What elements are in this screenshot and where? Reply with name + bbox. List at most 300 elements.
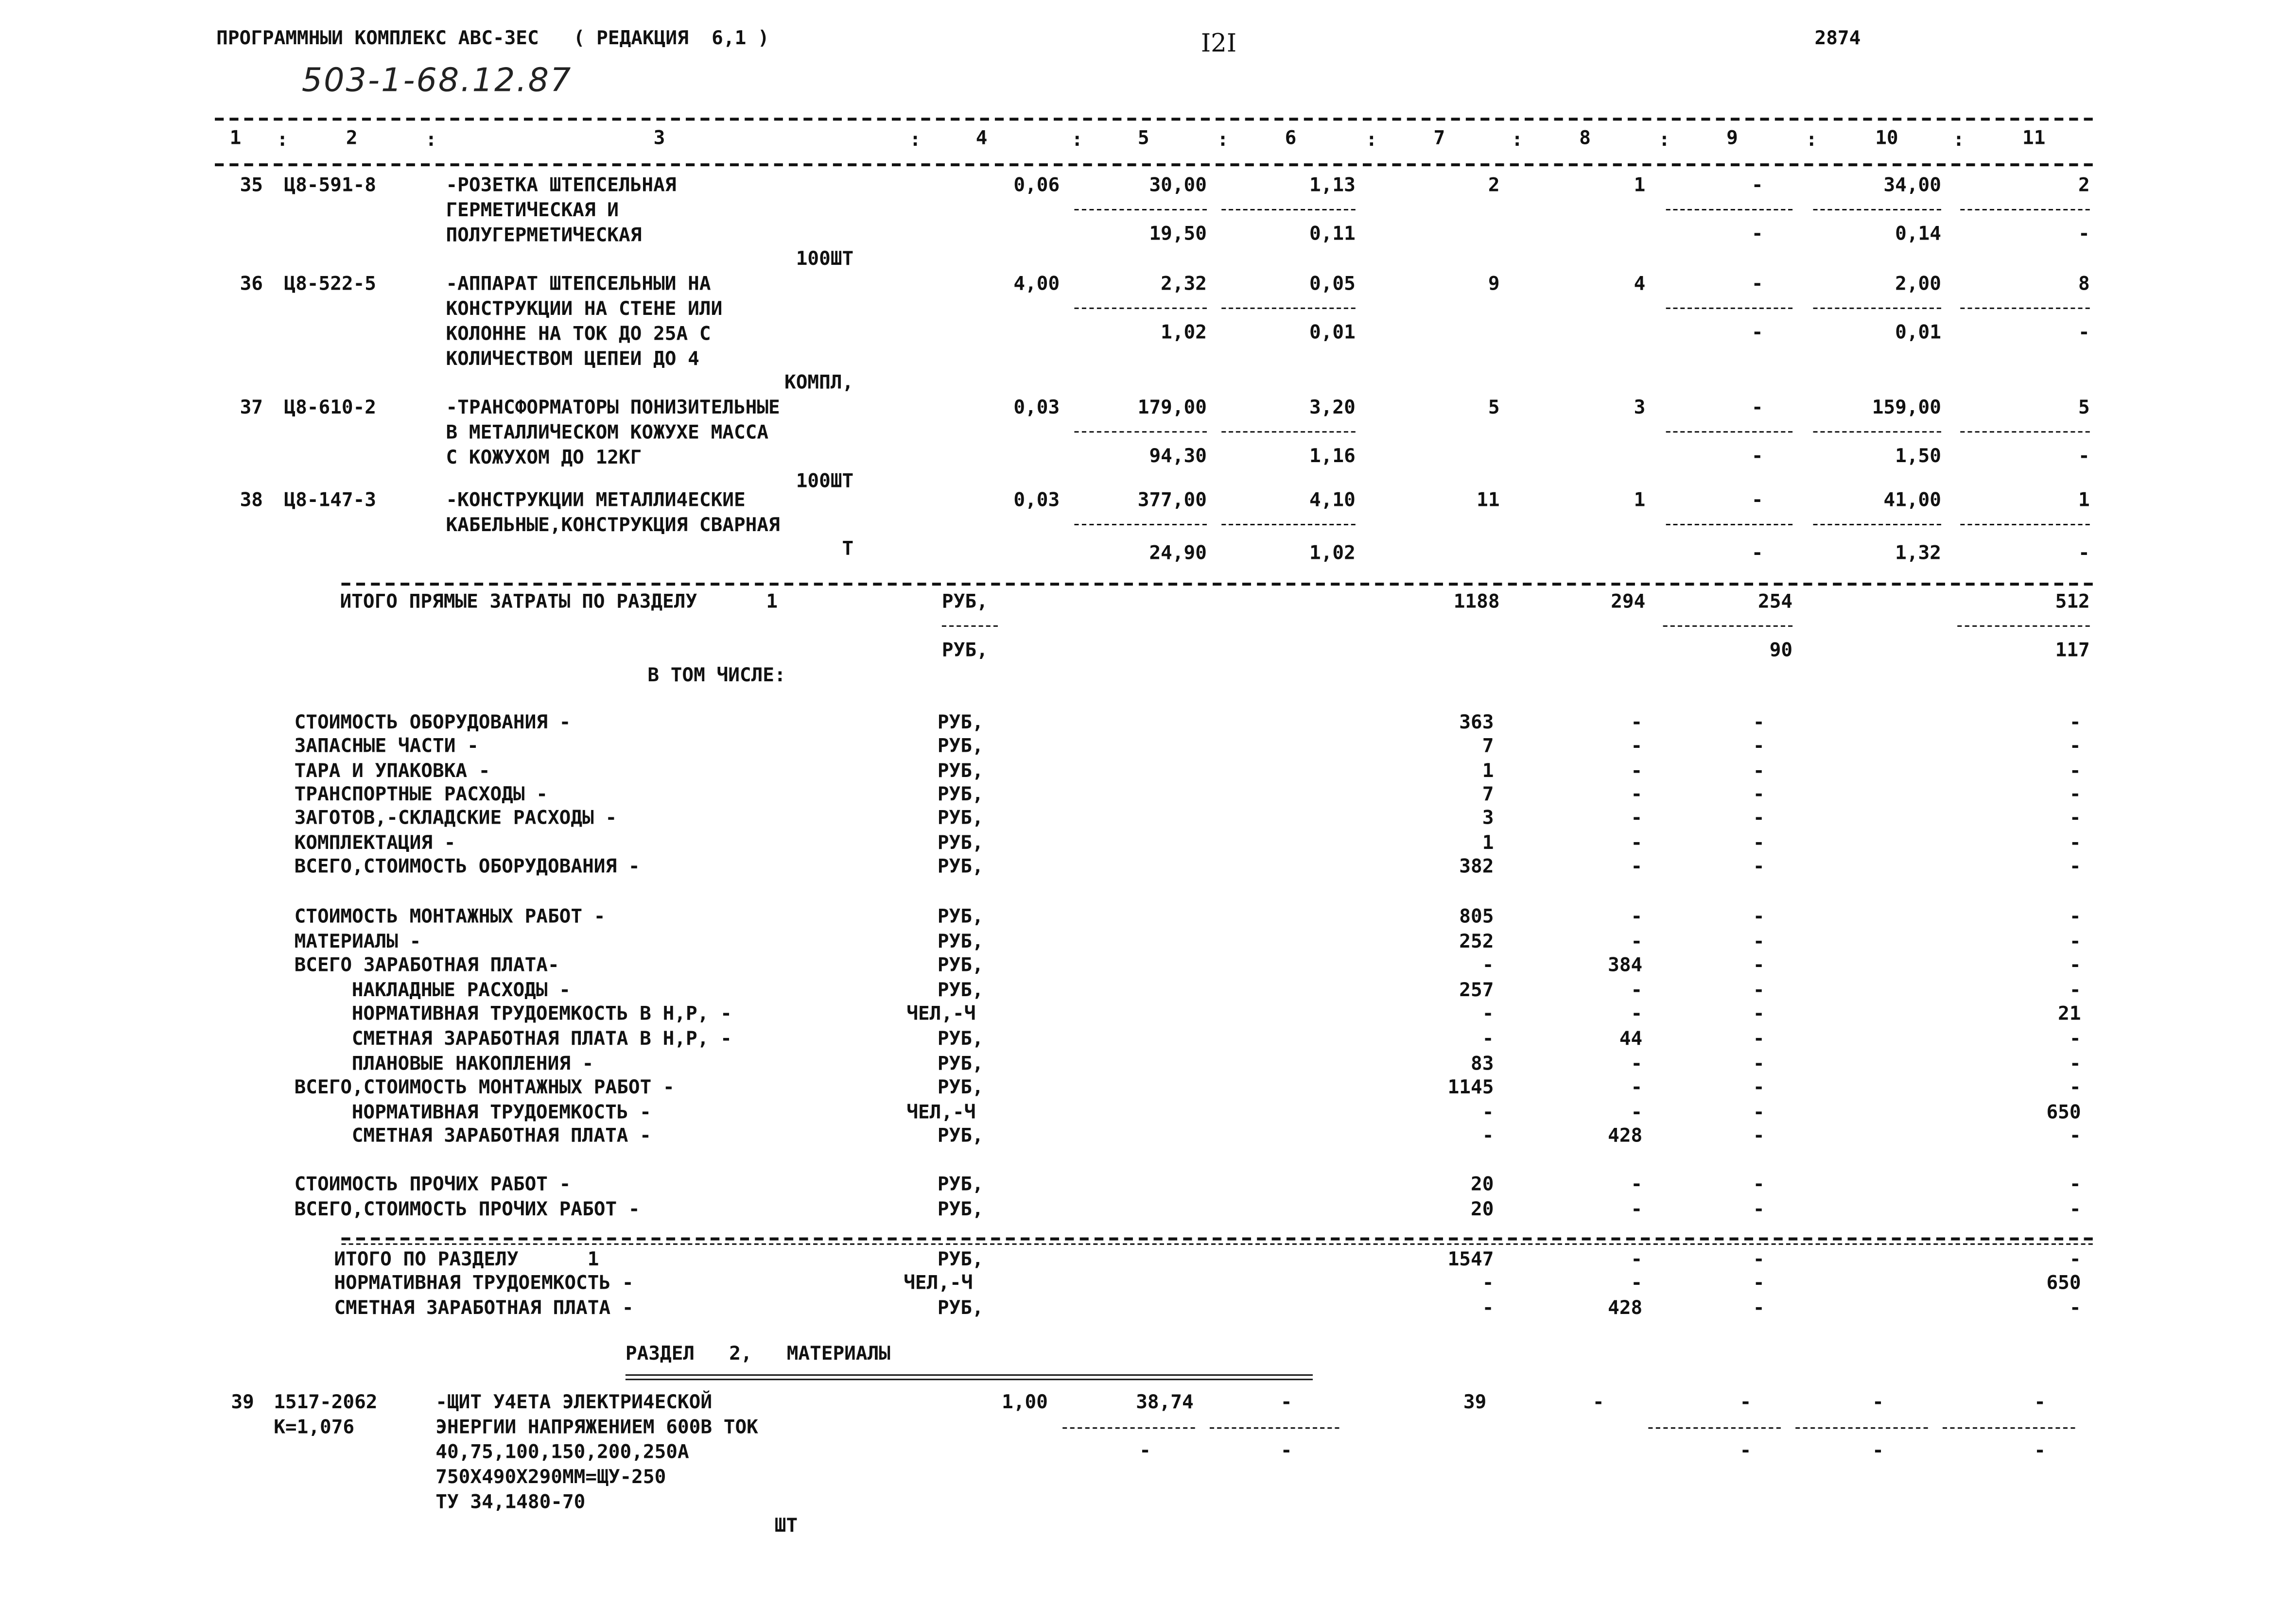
section-total-rule <box>341 1238 2092 1241</box>
item-description-line: С КОЖУХОМ ДО 12КГ <box>446 447 642 469</box>
breakdown-c8: - <box>1631 856 1643 879</box>
section-total-c7: - <box>1482 1273 1494 1296</box>
top-rule <box>215 118 2093 121</box>
breakdown-c11: 21 <box>2058 1004 2081 1026</box>
cell-c5: 30,00 <box>1149 175 1207 197</box>
cell-c9b: - <box>1751 224 1763 246</box>
subtotal-rule <box>1813 308 1941 309</box>
breakdown-c11: - <box>2069 712 2081 734</box>
breakdown-label: ВСЕГО,СТОИМОСТЬ ОБОРУДОВАНИЯ - <box>294 856 640 879</box>
breakdown-c9: - <box>1753 1126 1765 1149</box>
item-unit: ШТ <box>774 1515 798 1538</box>
breakdown-c8: - <box>1631 906 1643 929</box>
section-total-c9: - <box>1753 1249 1765 1272</box>
breakdown-c9: - <box>1753 1028 1765 1051</box>
totals-subrule <box>1957 625 2090 627</box>
breakdown-c9: - <box>1753 1174 1765 1196</box>
breakdown-label: НОРМАТИВНАЯ ТРУДОЕМКОСТЬ В Н,Р, - <box>351 1004 732 1026</box>
breakdown-c9: - <box>1753 832 1765 854</box>
breakdown-c8: - <box>1631 808 1643 830</box>
cell-c6: - <box>1280 1392 1292 1414</box>
section-total-c7: - <box>1482 1297 1494 1319</box>
subtotal-rule <box>1221 431 1356 432</box>
column-header-5: 5 <box>1137 128 1149 150</box>
item-code: Ц8-522-5 <box>284 274 377 296</box>
totals-subrule <box>942 625 998 627</box>
subtotal-rule <box>1943 1427 2075 1429</box>
breakdown-c9: - <box>1753 1077 1765 1100</box>
cell-c8: 4 <box>1634 274 1646 296</box>
breakdown-c8: 44 <box>1619 1028 1643 1051</box>
section-total-c11: 650 <box>2046 1273 2081 1296</box>
subtotal-rule <box>1813 431 1941 432</box>
cell-c4: 4,00 <box>1013 274 1060 296</box>
cell-c11: 8 <box>2078 274 2090 296</box>
breakdown-c11: - <box>2069 1126 2081 1149</box>
item-unit: 100ШТ <box>796 248 854 271</box>
subtotal-rule <box>1795 1427 1928 1429</box>
cell-c11: 5 <box>2078 397 2090 419</box>
breakdown-c9: - <box>1753 1198 1765 1221</box>
cell-c11b: - <box>2034 1440 2046 1463</box>
totals-direct-c11b: 117 <box>2055 640 2090 662</box>
breakdown-c7: - <box>1482 1028 1494 1051</box>
breakdown-label: ВСЕГО,СТОИМОСТЬ ПРОЧИХ РАБОТ - <box>294 1198 640 1221</box>
breakdown-label: ЗАПАСНЫЕ ЧАСТИ - <box>294 736 479 759</box>
breakdown-unit: РУБ, <box>937 736 984 759</box>
cell-c6b: 0,11 <box>1309 224 1356 246</box>
breakdown-c11: - <box>2069 736 2081 759</box>
section-total-label: ИТОГО ПО РАЗДЕЛУ 1 <box>334 1249 599 1272</box>
breakdown-c11: - <box>2069 1053 2081 1075</box>
item-number: 39 <box>231 1392 254 1414</box>
cell-c8: - <box>1592 1392 1604 1414</box>
cell-c5: 2,32 <box>1161 274 1207 296</box>
breakdown-c11: - <box>2069 980 2081 1002</box>
cell-c11: 2 <box>2078 175 2090 197</box>
column-separator: : <box>425 129 437 152</box>
subtotal-rule <box>1648 1427 1781 1429</box>
column-header-11: 11 <box>2022 128 2046 150</box>
totals-direct-c9b: 90 <box>1769 640 1793 662</box>
totals-direct-c8: 294 <box>1611 591 1646 614</box>
cell-c6: 3,20 <box>1309 397 1356 419</box>
breakdown-c9: - <box>1753 1102 1765 1124</box>
breakdown-c8: - <box>1631 832 1643 854</box>
cell-c4: 1,00 <box>1002 1392 1048 1414</box>
cell-c9: - <box>1739 1392 1752 1414</box>
item-description-line: КОЛОННЕ НА ТОК ДО 25А С <box>446 324 711 346</box>
breakdown-c7: - <box>1482 1126 1494 1149</box>
cell-c5b: 1,02 <box>1161 322 1207 345</box>
breakdown-label: СТОИМОСТЬ ОБОРУДОВАНИЯ - <box>294 712 571 734</box>
section-total-unit: РУБ, <box>937 1249 984 1272</box>
section-total-c7: 1547 <box>1447 1249 1494 1272</box>
item-description-line: ПОЛУГЕРМЕТИЧЕСКАЯ <box>446 225 642 247</box>
totals-rule <box>341 583 2092 586</box>
subtotal-rule <box>1666 209 1792 210</box>
section-total-c11: - <box>2069 1297 2081 1319</box>
item-description-line: 750Х490Х290ММ=ЩУ-250 <box>435 1467 666 1489</box>
column-separator: : <box>1658 129 1670 152</box>
item-coefficient: К=1,076 <box>274 1417 355 1439</box>
item-description-line: В МЕТАЛЛИЧЕСКОМ КОЖУХЕ МАССА <box>446 422 769 445</box>
column-separator: : <box>1511 129 1523 152</box>
cell-c9: - <box>1751 274 1763 296</box>
cell-c7: 2 <box>1488 175 1500 197</box>
column-header-2: 2 <box>346 128 358 150</box>
breakdown-unit: РУБ, <box>937 808 984 830</box>
column-header-1: 1 <box>229 128 242 150</box>
column-separator: : <box>277 129 288 152</box>
cell-c9b: - <box>1751 446 1763 468</box>
breakdown-c8: 384 <box>1608 955 1643 978</box>
item-description-line: -АППАРАТ ШТЕПСЕЛЬНЫИ НА <box>446 274 711 296</box>
cell-c8: 1 <box>1634 490 1646 512</box>
cell-c11b: - <box>2078 446 2090 468</box>
breakdown-c7: 1145 <box>1447 1077 1494 1100</box>
breakdown-c8: - <box>1631 1174 1643 1196</box>
cell-c5b: 94,30 <box>1149 446 1207 468</box>
section-total-c9: - <box>1753 1273 1765 1296</box>
cell-c11: 1 <box>2078 490 2090 512</box>
breakdown-c11: - <box>2069 760 2081 782</box>
subtotal-rule <box>1074 209 1207 210</box>
breakdown-unit: РУБ, <box>937 1077 984 1100</box>
breakdown-c9: - <box>1753 760 1765 782</box>
section-total-c8: 428 <box>1608 1297 1643 1319</box>
breakdown-c7: 20 <box>1471 1174 1494 1196</box>
item-description-line: ГЕРМЕТИЧЕСКАЯ И <box>446 200 619 223</box>
subtotal-rule <box>1813 209 1941 210</box>
breakdown-c7: 252 <box>1459 931 1494 953</box>
column-header-3: 3 <box>653 128 665 150</box>
item-code: 1517-2062 <box>274 1392 378 1414</box>
column-header-4: 4 <box>975 128 988 150</box>
breakdown-c9: - <box>1753 856 1765 879</box>
cell-c5: 377,00 <box>1137 490 1207 512</box>
section-total-c8: - <box>1631 1249 1643 1272</box>
cell-c9b: - <box>1751 322 1763 345</box>
breakdown-unit: РУБ, <box>937 856 984 879</box>
cell-c4: 0,06 <box>1013 175 1060 197</box>
cell-c6b: 1,16 <box>1309 446 1356 468</box>
doc-code: 2874 <box>1814 28 1861 50</box>
breakdown-unit: РУБ, <box>937 980 984 1002</box>
breakdown-label: ПЛАНОВЫЕ НАКОПЛЕНИЯ - <box>351 1053 594 1075</box>
breakdown-c8: 428 <box>1608 1126 1643 1149</box>
section-total-label: НОРМАТИВНАЯ ТРУДОЕМКОСТЬ - <box>334 1273 634 1296</box>
breakdown-c8: - <box>1631 980 1643 1002</box>
cell-c10b: 0,01 <box>1895 322 1941 345</box>
column-header-7: 7 <box>1433 128 1445 150</box>
breakdown-unit: РУБ, <box>937 955 984 978</box>
item-description-line: -КОНСТРУКЦИИ МЕТАЛЛИ4ЕСКИЕ <box>446 490 746 512</box>
column-header-9: 9 <box>1726 128 1738 150</box>
breakdown-c7: 363 <box>1459 712 1494 734</box>
cell-c7: 39 <box>1463 1392 1487 1414</box>
cell-c10: 159,00 <box>1872 397 1941 419</box>
cell-c9: - <box>1751 397 1763 419</box>
totals-direct-c7: 1188 <box>1453 591 1500 614</box>
breakdown-c9: - <box>1753 784 1765 807</box>
breakdown-c8: - <box>1631 712 1643 734</box>
cell-c8: 1 <box>1634 175 1646 197</box>
subtotal-rule <box>1960 308 2089 309</box>
cell-c6: 0,05 <box>1309 274 1356 296</box>
section-total-label: СМЕТНАЯ ЗАРАБОТНАЯ ПЛАТА - <box>334 1297 634 1319</box>
subtotal-rule <box>1666 524 1792 525</box>
cell-c10b: 0,14 <box>1895 224 1941 246</box>
item-description-line: -ТРАНСФОРМАТОРЫ ПОНИЗИТЕЛЬНЫЕ <box>446 397 780 419</box>
subtotal-rule <box>1813 524 1941 525</box>
breakdown-c7: 83 <box>1471 1053 1494 1075</box>
cell-c9b: - <box>1739 1440 1752 1463</box>
breakdown-c7: - <box>1482 955 1494 978</box>
cell-c10b: - <box>1872 1440 1884 1463</box>
breakdown-c9: - <box>1753 1004 1765 1026</box>
cell-c7: 11 <box>1477 490 1500 512</box>
breakdown-c7: 382 <box>1459 856 1494 879</box>
breakdown-c8: - <box>1631 1198 1643 1221</box>
breakdown-unit: РУБ, <box>937 832 984 854</box>
breakdown-label: МАТЕРИАЛЫ - <box>294 931 421 953</box>
breakdown-label: ТАРА И УПАКОВКА - <box>294 760 490 782</box>
breakdown-c7: - <box>1482 1004 1494 1026</box>
breakdown-c8: - <box>1631 1053 1643 1075</box>
item-description-line: КОНСТРУКЦИИ НА СТЕНЕ ИЛИ <box>446 298 723 321</box>
item-description-line: 40,75,100,150,200,250А <box>435 1442 689 1464</box>
breakdown-label: СТОИМОСТЬ МОНТАЖНЫХ РАБОТ - <box>294 906 606 929</box>
breakdown-c7: 7 <box>1482 784 1494 807</box>
subtotal-rule <box>1960 431 2089 432</box>
including-label: В ТОМ ЧИСЛЕ: <box>647 665 786 688</box>
cell-c11b: - <box>2078 322 2090 345</box>
breakdown-c11: - <box>2069 1077 2081 1100</box>
breakdown-c7: 7 <box>1482 736 1494 759</box>
cell-c7: 9 <box>1488 274 1500 296</box>
subtotal-rule <box>1062 1427 1195 1429</box>
item-code: Ц8-147-3 <box>284 490 377 512</box>
totals-direct-c11: 512 <box>2055 591 2090 614</box>
item-number: 37 <box>240 397 263 419</box>
breakdown-c11: - <box>2069 856 2081 879</box>
totals-direct-unit2: РУБ, <box>941 640 988 662</box>
item-description-line: КОЛИЧЕСТВОМ ЦЕПЕИ ДО 4 <box>446 348 699 371</box>
breakdown-unit: РУБ, <box>937 906 984 929</box>
breakdown-c11: 650 <box>2046 1102 2081 1124</box>
breakdown-unit: ЧЕЛ,-Ч <box>906 1004 976 1026</box>
breakdown-c9: - <box>1753 712 1765 734</box>
breakdown-c11: - <box>2069 955 2081 978</box>
cell-c9: - <box>1751 175 1763 197</box>
breakdown-unit: РУБ, <box>937 1174 984 1196</box>
breakdown-label: НАКЛАДНЫЕ РАСХОДЫ - <box>351 980 571 1002</box>
subtotal-rule <box>1074 308 1207 309</box>
breakdown-label: ЗАГОТОВ,-СКЛАДСКИЕ РАСХОДЫ - <box>294 808 617 830</box>
cell-c9b: - <box>1751 543 1763 565</box>
column-separator: : <box>909 129 922 152</box>
breakdown-unit: РУБ, <box>937 1028 984 1051</box>
breakdown-label: КОМПЛЕКТАЦИЯ - <box>294 832 456 854</box>
subtotal-rule <box>1221 308 1356 309</box>
item-code: Ц8-591-8 <box>284 175 377 197</box>
section-total-unit: ЧЕЛ,-Ч <box>904 1273 973 1296</box>
item-unit: Т <box>842 538 854 561</box>
cell-c10b: 1,32 <box>1895 543 1941 565</box>
breakdown-c7: 20 <box>1471 1198 1494 1221</box>
cell-c11b: - <box>2078 224 2090 246</box>
cell-c9: - <box>1751 490 1763 512</box>
item-description-line: -ЩИТ У4ЕТА ЭЛЕКТРИ4ЕСКОЙ <box>435 1392 713 1414</box>
breakdown-c11: - <box>2069 1198 2081 1221</box>
breakdown-c11: - <box>2069 784 2081 807</box>
breakdown-c11: - <box>2069 1028 2081 1051</box>
program-title: ПРОГРАММНЫИ КОМПЛЕКС АВС-3ЕС ( РЕДАКЦИЯ 6,1 ) <box>216 28 769 50</box>
column-header-10: 10 <box>1875 128 1898 150</box>
section-total-c9: - <box>1753 1297 1765 1319</box>
item-description-line: ЭНЕРГИИ НАПРЯЖЕНИЕМ 600В ТОК <box>435 1417 758 1439</box>
section-2-underline <box>626 1374 1313 1380</box>
cell-c10b: 1,50 <box>1895 446 1941 468</box>
breakdown-c9: - <box>1753 906 1765 929</box>
cell-c10: 41,00 <box>1883 490 1941 512</box>
breakdown-label: СМЕТНАЯ ЗАРАБОТНАЯ ПЛАТА - <box>351 1126 651 1149</box>
cell-c10: 2,00 <box>1895 274 1941 296</box>
breakdown-unit: РУБ, <box>937 760 984 782</box>
cell-c7: 5 <box>1488 397 1500 419</box>
breakdown-unit: РУБ, <box>937 712 984 734</box>
breakdown-c7: 1 <box>1482 832 1494 854</box>
item-code: Ц8-610-2 <box>284 397 377 419</box>
column-separator: : <box>1217 129 1229 152</box>
item-description-line: -РОЗЕТКА ШТЕПСЕЛЬНАЯ <box>446 175 677 197</box>
breakdown-c9: - <box>1753 931 1765 953</box>
item-number: 38 <box>240 490 263 512</box>
breakdown-c11: - <box>2069 808 2081 830</box>
cell-c11b: - <box>2078 543 2090 565</box>
subtotal-rule <box>1210 1427 1339 1429</box>
breakdown-c8: - <box>1631 1102 1643 1124</box>
breakdown-label: СМЕТНАЯ ЗАРАБОТНАЯ ПЛАТА В Н,Р, - <box>351 1028 732 1051</box>
totals-subrule <box>1663 625 1792 627</box>
section-total-rule <box>341 1244 2092 1245</box>
breakdown-c9: - <box>1753 980 1765 1002</box>
breakdown-c11: - <box>2069 1174 2081 1196</box>
section-total-c8: - <box>1631 1273 1643 1296</box>
item-description-line: КАБЕЛЬНЫЕ,КОНСТРУКЦИЯ СВАРНАЯ <box>446 515 780 537</box>
cell-c6b: - <box>1280 1440 1292 1463</box>
breakdown-c8: - <box>1631 931 1643 953</box>
breakdown-unit: РУБ, <box>937 931 984 953</box>
cell-c5b: 19,50 <box>1149 224 1207 246</box>
subtotal-rule <box>1074 431 1207 432</box>
cell-c5b: - <box>1139 1440 1151 1463</box>
breakdown-unit: РУБ, <box>937 784 984 807</box>
breakdown-c8: - <box>1631 784 1643 807</box>
breakdown-unit: РУБ, <box>937 1126 984 1149</box>
cell-c6: 1,13 <box>1309 175 1356 197</box>
column-separator: : <box>1071 129 1083 152</box>
breakdown-label: ВСЕГО,СТОИМОСТЬ МОНТАЖНЫХ РАБОТ - <box>294 1077 675 1100</box>
breakdown-c9: - <box>1753 955 1765 978</box>
subtotal-rule <box>1666 431 1792 432</box>
breakdown-c9: - <box>1753 808 1765 830</box>
column-separator: : <box>1806 129 1818 152</box>
breakdown-c8: - <box>1631 1004 1643 1026</box>
subtotal-rule <box>1960 209 2089 210</box>
handwritten-doc-number: 503-1-68.12.87 <box>301 63 573 100</box>
breakdown-unit: РУБ, <box>937 1198 984 1221</box>
subtotal-rule <box>1666 308 1792 309</box>
cell-c6b: 1,02 <box>1309 543 1356 565</box>
breakdown-c9: - <box>1753 736 1765 759</box>
cell-c11: - <box>2034 1392 2046 1414</box>
breakdown-c7: 3 <box>1482 808 1494 830</box>
breakdown-c8: - <box>1631 736 1643 759</box>
breakdown-label: СТОИМОСТЬ ПРОЧИХ РАБОТ - <box>294 1174 571 1196</box>
cell-c8: 3 <box>1634 397 1646 419</box>
breakdown-unit: РУБ, <box>937 1053 984 1075</box>
cell-c6: 4,10 <box>1309 490 1356 512</box>
subtotal-rule <box>1221 209 1356 210</box>
column-header-8: 8 <box>1579 128 1591 150</box>
cell-c4: 0,03 <box>1013 490 1060 512</box>
totals-direct-label: ИТОГО ПРЯМЫЕ ЗАТРАТЫ ПО РАЗДЕЛУ 1 <box>340 591 778 614</box>
subtotal-rule <box>1221 524 1356 525</box>
breakdown-c11: - <box>2069 832 2081 854</box>
breakdown-c9: - <box>1753 1053 1765 1075</box>
column-separator: : <box>1365 129 1377 152</box>
cell-c10: - <box>1872 1392 1884 1414</box>
page-number: I2I <box>1200 29 1237 59</box>
header-rule <box>215 163 2093 166</box>
breakdown-label: ВСЕГО ЗАРАБОТНАЯ ПЛАТА- <box>294 955 559 978</box>
item-number: 36 <box>240 274 263 296</box>
breakdown-label: НОРМАТИВНАЯ ТРУДОЕМКОСТЬ - <box>351 1102 651 1124</box>
item-unit: КОМПЛ, <box>784 372 854 395</box>
breakdown-label: ТРАНСПОРТНЫЕ РАСХОДЫ - <box>294 784 548 807</box>
cell-c5: 179,00 <box>1137 397 1207 419</box>
breakdown-c7: - <box>1482 1102 1494 1124</box>
cell-c5: 38,74 <box>1136 1392 1194 1414</box>
breakdown-c7: 257 <box>1459 980 1494 1002</box>
subtotal-rule <box>1960 524 2089 525</box>
cell-c5b: 24,90 <box>1149 543 1207 565</box>
totals-direct-unit: РУБ, <box>941 591 988 614</box>
column-header-6: 6 <box>1285 128 1297 150</box>
breakdown-c7: 805 <box>1459 906 1494 929</box>
totals-direct-c9: 254 <box>1757 591 1793 614</box>
cell-c4: 0,03 <box>1013 397 1060 419</box>
breakdown-unit: ЧЕЛ,-Ч <box>906 1102 976 1124</box>
breakdown-c8: - <box>1631 760 1643 782</box>
cell-c10: 34,00 <box>1883 175 1941 197</box>
cell-c6b: 0,01 <box>1309 322 1356 345</box>
item-description-line: ТУ 34,1480-70 <box>435 1492 586 1514</box>
subtotal-rule <box>1074 524 1207 525</box>
section-total-unit: РУБ, <box>937 1297 984 1319</box>
breakdown-c11: - <box>2069 906 2081 929</box>
section-total-c11: - <box>2069 1249 2081 1272</box>
breakdown-c11: - <box>2069 931 2081 953</box>
section-2-title: РАЗДЕЛ 2, МАТЕРИАЛЫ <box>625 1343 890 1365</box>
breakdown-c7: 1 <box>1482 760 1494 782</box>
breakdown-c8: - <box>1631 1077 1643 1100</box>
item-number: 35 <box>240 175 263 197</box>
column-separator: : <box>1953 129 1965 152</box>
item-unit: 100ШТ <box>796 470 854 493</box>
